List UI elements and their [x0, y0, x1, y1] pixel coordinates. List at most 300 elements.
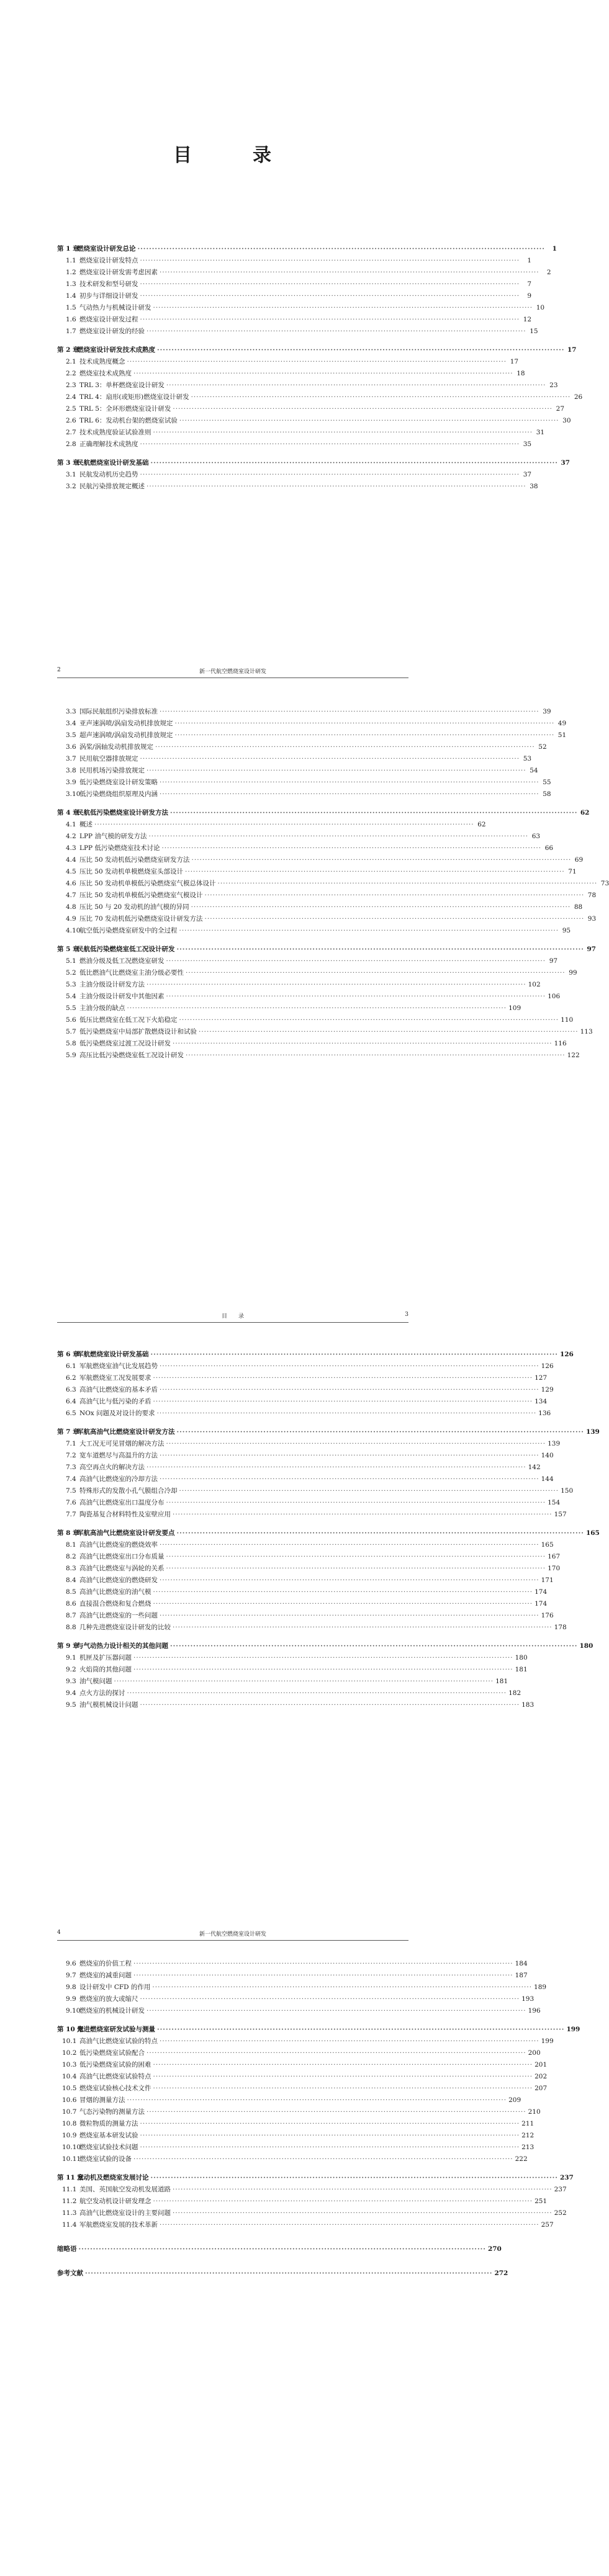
entry-number: 2.1 — [66, 358, 76, 365]
dot-leader — [157, 2024, 564, 2036]
entry-title: 低污染燃烧室设计研发策略 — [79, 779, 158, 786]
toc-section-entry[interactable] — [57, 2106, 541, 2118]
dot-leader — [147, 1462, 526, 1474]
toc-section-entry[interactable] — [57, 2130, 535, 2142]
toc-section-entry[interactable] — [57, 1563, 561, 1575]
toc-section-entry[interactable] — [57, 290, 532, 302]
toc-section-entry[interactable] — [57, 1050, 580, 1062]
toc-section-entry[interactable] — [57, 2036, 554, 2047]
entry-title: 民用机场污染排放规定 — [79, 767, 145, 774]
dot-leader — [173, 1038, 553, 1050]
toc-chapter-entry[interactable] — [57, 1527, 600, 1539]
entry-page-number: 23 — [549, 382, 558, 389]
entry-title: 民航燃烧室设计研发基础 — [77, 459, 149, 467]
toc-section-entry[interactable] — [57, 878, 609, 890]
entry-title: 低污染燃烧室中局部扩散燃烧设计和试验 — [79, 1028, 197, 1035]
entry-number: 第 8 章 — [57, 1529, 79, 1537]
toc-section-entry[interactable] — [57, 326, 538, 338]
entry-page-number: 116 — [554, 1040, 567, 1047]
entry-title: 压比 50 发动机单模燃烧室头部设计 — [79, 868, 184, 875]
toc-section-entry[interactable] — [57, 2071, 548, 2083]
entry-number: 4.5 — [66, 868, 76, 875]
toc-section-entry[interactable] — [57, 901, 583, 913]
toc-section-entry[interactable] — [57, 302, 545, 314]
entry-page-number: 150 — [561, 1487, 574, 1495]
dot-leader — [127, 356, 507, 368]
toc-section-entry[interactable] — [57, 2184, 567, 2196]
entry-title: 军航燃烧室工况发展要求 — [79, 1374, 151, 1382]
dot-leader — [177, 944, 584, 955]
toc-section-entry[interactable] — [57, 913, 597, 925]
entry-title: 高压比低污染燃烧室低工况设计研发 — [79, 1052, 184, 1059]
page-1 — [0, 0, 583, 639]
dot-leader — [179, 415, 559, 427]
entry-number: 5.5 — [66, 1004, 76, 1012]
entry-number: 10.3 — [62, 2061, 77, 2068]
toc-section-entry[interactable] — [57, 427, 545, 439]
entry-number: 2.5 — [66, 405, 76, 413]
entry-page-number: 52 — [538, 743, 547, 751]
page-4 — [0, 1905, 580, 2576]
entry-number: 7.4 — [66, 1475, 76, 1483]
toc-list — [57, 1349, 600, 1711]
toc-section-entry[interactable] — [57, 2047, 541, 2059]
dot-leader — [166, 955, 546, 967]
entry-number: 4.1 — [66, 821, 76, 828]
toc-section-entry[interactable] — [57, 730, 567, 741]
dot-leader — [166, 380, 546, 391]
entry-number: 4.10 — [66, 927, 81, 934]
entry-number: 1.5 — [66, 304, 76, 311]
entry-title: 压比 50 发动机单模低污染燃烧室气模设计 — [79, 892, 203, 899]
entry-page-number: 199 — [541, 2037, 554, 2045]
entry-number: 9.10 — [66, 2007, 81, 2015]
toc-section-entry[interactable] — [57, 1652, 528, 1664]
toc-section-entry[interactable] — [57, 1372, 548, 1384]
entry-page-number: 88 — [574, 903, 583, 911]
dot-leader — [175, 730, 555, 741]
entry-page-number: 237 — [554, 2186, 567, 2193]
dot-leader — [173, 403, 553, 415]
dot-leader — [140, 290, 520, 302]
toc-section-entry[interactable] — [57, 991, 561, 1003]
entry-page-number: 66 — [544, 844, 554, 852]
dot-leader — [94, 819, 474, 831]
entry-page-number: 140 — [541, 1452, 554, 1459]
dot-leader — [85, 2268, 492, 2279]
entry-page-number: 139 — [585, 1428, 600, 1436]
dot-leader — [151, 1349, 558, 1361]
entry-title: 陶瓷基复合材料特性及室壁应用 — [79, 1511, 171, 1518]
toc-section-entry[interactable] — [57, 1699, 535, 1711]
dot-leader — [205, 913, 585, 925]
toc-section-entry[interactable] — [57, 469, 532, 481]
toc-section-entry[interactable] — [57, 2142, 535, 2153]
entry-title: 燃烧室的减重问题 — [79, 1972, 132, 1979]
dot-leader — [114, 1676, 494, 1688]
entry-title: 主油分级设计研发中其他因素 — [79, 993, 165, 1000]
entry-title: 亚声速涡喷/涡扇发动机排放规定 — [79, 720, 173, 727]
entry-page-number: 73 — [600, 880, 609, 887]
dot-leader — [140, 2130, 520, 2142]
entry-title: 民航低污染燃烧室低工况设计研发 — [77, 946, 175, 953]
toc-section-entry[interactable] — [57, 1539, 554, 1551]
entry-page-number: 181 — [495, 1678, 508, 1685]
entry-title: 燃烧室试验技术问题 — [79, 2144, 138, 2151]
entry-number: 第 11 章 — [57, 2174, 84, 2181]
entry-title: 高油气比燃烧室的一些问题 — [79, 1612, 158, 1619]
entry-page-number: 110 — [561, 1016, 574, 1024]
entry-title: 高油气比燃烧室试验特点 — [79, 2073, 151, 2080]
entry-title: 高油气比燃烧室的燃烧研发 — [79, 1576, 158, 1584]
entry-page-number: 55 — [543, 779, 551, 786]
entry-page-number: 129 — [541, 1386, 554, 1393]
entry-number: 8.6 — [66, 1600, 76, 1608]
entry-number: 1.1 — [66, 257, 76, 264]
entry-title: 压比 50 发动机单模低污染燃烧室气模总体设计 — [79, 880, 216, 887]
entry-page-number: 257 — [541, 2221, 554, 2229]
entry-number: 3.8 — [66, 767, 76, 774]
toc-section-entry[interactable] — [57, 380, 558, 391]
entry-title: 美国、英国航空发动机发展道路 — [79, 2186, 171, 2193]
entry-page-number: 53 — [523, 755, 532, 763]
toc-section-entry[interactable] — [57, 2059, 548, 2071]
toc-section-entry[interactable] — [57, 854, 584, 866]
entry-page-number: 17 — [510, 358, 519, 365]
entry-title: 军航高油气比燃烧室设计研发要点 — [77, 1529, 175, 1537]
entry-number: 9.9 — [66, 1995, 76, 2003]
entry-page-number: 184 — [515, 1960, 528, 1967]
toc-section-entry[interactable] — [57, 439, 532, 450]
entry-page-number: 109 — [508, 1004, 521, 1012]
toc-section-entry[interactable] — [57, 890, 597, 901]
entry-number: 第 7 章 — [57, 1428, 79, 1436]
entry-number: 9.2 — [66, 1666, 76, 1673]
entry-page-number: 15 — [530, 328, 538, 335]
entry-title: 技术成熟度验证试验准则 — [79, 429, 151, 436]
entry-number: 第 9 章 — [57, 1642, 79, 1650]
entry-number: 11.1 — [62, 2186, 77, 2193]
entry-title: 军航燃烧室油气比发展趋势 — [79, 1362, 158, 1370]
toc-chapter-entry[interactable] — [57, 2268, 508, 2279]
toc-section-entry[interactable] — [57, 1014, 574, 1026]
dot-leader — [186, 1050, 566, 1062]
dot-leader — [127, 2095, 507, 2106]
entry-page-number: 134 — [535, 1398, 548, 1405]
dot-leader — [140, 255, 520, 267]
toc-section-entry[interactable] — [57, 2118, 535, 2130]
entry-number: 8.7 — [66, 1612, 76, 1619]
toc-section-entry[interactable] — [57, 1408, 551, 1420]
entry-number: 4.8 — [66, 903, 76, 911]
toc-chapter-entry[interactable] — [57, 457, 570, 469]
toc-section-entry[interactable] — [57, 1622, 567, 1634]
entry-title: 微粒物质的测量方法 — [79, 2120, 138, 2127]
entry-number: 第 3 章 — [57, 459, 79, 467]
entry-title: 机匣及扩压器问题 — [79, 1654, 132, 1661]
toc-chapter-entry[interactable] — [57, 243, 557, 255]
toc-section-entry[interactable] — [57, 1509, 567, 1521]
toc-section-entry[interactable] — [57, 1688, 521, 1699]
toc-section-entry[interactable] — [57, 955, 558, 967]
toc-section-entry[interactable] — [57, 789, 551, 800]
dot-leader — [160, 1575, 539, 1586]
toc-section-entry[interactable] — [57, 1676, 508, 1688]
entry-title: 航空低污染燃烧室研发中的全过程 — [79, 927, 178, 934]
toc-section-entry[interactable] — [57, 415, 571, 427]
entry-number: 2.2 — [66, 370, 76, 377]
entry-page-number: 113 — [580, 1028, 593, 1035]
entry-title: 初步与详细设计研发 — [79, 292, 138, 300]
toc-section-entry[interactable] — [57, 403, 565, 415]
entry-number: 3.5 — [66, 731, 76, 739]
toc-section-entry[interactable] — [57, 2207, 567, 2219]
entry-page-number: 58 — [543, 790, 551, 798]
toc-chapter-entry[interactable] — [57, 2172, 574, 2184]
toc-section-entry[interactable] — [57, 1485, 574, 1497]
toc-section-entry[interactable] — [57, 718, 567, 730]
entry-title: 民航低污染燃烧室设计研发方法 — [77, 809, 168, 816]
entry-page-number: 209 — [508, 2096, 521, 2104]
dot-leader — [179, 1014, 559, 1026]
toc-section-entry[interactable] — [57, 2005, 541, 2017]
toc-section-entry[interactable] — [57, 1497, 561, 1509]
dot-leader — [133, 368, 513, 380]
entry-page-number: 1 — [552, 245, 557, 253]
entry-number: 4.7 — [66, 892, 76, 899]
entry-title: 发动机及燃烧室发展讨论 — [77, 2174, 149, 2181]
toc-section-entry[interactable] — [57, 391, 583, 403]
toc-section-entry[interactable] — [57, 1664, 528, 1676]
entry-title: 高油气比燃烧室的基本矛盾 — [79, 1386, 158, 1393]
entry-page-number: 272 — [494, 2270, 508, 2277]
toc-section-entry[interactable] — [57, 1551, 561, 1563]
dot-leader — [140, 2142, 520, 2153]
entry-title: 高油气比燃烧室的冷却方法 — [79, 1475, 158, 1483]
entry-page-number: 237 — [559, 2174, 574, 2181]
entry-page-number: 51 — [557, 731, 567, 739]
toc-section-entry[interactable] — [57, 2219, 554, 2231]
dot-leader — [127, 1688, 507, 1699]
entry-number: 1.2 — [66, 269, 76, 276]
entry-number: 2.6 — [66, 417, 76, 424]
toc-section-entry[interactable] — [57, 481, 538, 493]
toc-section-entry[interactable] — [57, 967, 577, 979]
entry-title: 冒烟的测量方法 — [79, 2096, 125, 2104]
toc-section-entry[interactable] — [57, 831, 541, 843]
dot-leader — [160, 1384, 539, 1396]
entry-number: 5.6 — [66, 1016, 76, 1024]
dot-leader — [153, 427, 533, 439]
toc-section-entry[interactable] — [57, 368, 525, 380]
toc-title: 目 录 — [173, 145, 292, 166]
toc-section-entry[interactable] — [57, 1586, 548, 1598]
toc-section-entry[interactable] — [57, 1598, 548, 1610]
toc-section-entry[interactable] — [57, 255, 532, 267]
entry-title: 压比 50 与 20 发动机的油气模的异同 — [79, 903, 189, 911]
toc-section-entry[interactable] — [57, 1982, 547, 1993]
entry-title: 高油气比燃烧室的油气模 — [79, 1588, 151, 1596]
entry-number: 5.1 — [66, 957, 76, 965]
dot-leader — [160, 267, 539, 279]
toc-chapter-entry[interactable] — [57, 944, 596, 955]
toc-chapter-entry[interactable] — [57, 344, 577, 356]
dot-leader — [153, 1396, 533, 1408]
entry-page-number: 178 — [554, 1624, 567, 1631]
entry-number: 7.6 — [66, 1499, 76, 1506]
entry-page-number: 165 — [585, 1529, 600, 1537]
toc-section-entry[interactable] — [57, 1474, 554, 1485]
entry-title: 燃烧室设计研发技术成熟度 — [77, 346, 155, 354]
entry-number: 3.4 — [66, 720, 76, 727]
entry-page-number: 106 — [548, 993, 561, 1000]
dot-leader — [179, 925, 559, 937]
toc-section-entry[interactable] — [57, 1958, 528, 1970]
toc-section-entry[interactable] — [57, 2153, 528, 2165]
entry-number: 7.2 — [66, 1452, 76, 1459]
toc-section-entry[interactable] — [57, 2083, 548, 2095]
entry-page-number: 171 — [541, 1576, 554, 1584]
toc-section-entry[interactable] — [57, 819, 486, 831]
dot-leader — [160, 1539, 539, 1551]
entry-title: 高油气比燃烧室设计的主要问题 — [79, 2209, 171, 2217]
entry-number: 5.4 — [66, 993, 76, 1000]
dot-leader — [166, 1438, 546, 1450]
toc-chapter-entry[interactable] — [57, 2243, 502, 2255]
entry-number: 7.3 — [66, 1464, 76, 1471]
dot-leader — [160, 2219, 539, 2231]
toc-section-entry[interactable] — [57, 1438, 561, 1450]
dot-leader — [160, 777, 539, 789]
dot-leader — [147, 326, 526, 338]
entry-page-number: 142 — [528, 1464, 541, 1471]
toc-chapter-entry[interactable] — [57, 1349, 574, 1361]
entry-title: 高油气比与低污染的矛盾 — [79, 1398, 151, 1405]
toc-section-entry[interactable] — [57, 1003, 521, 1014]
entry-page-number: 7 — [527, 280, 532, 288]
entry-page-number: 183 — [521, 1701, 535, 1709]
toc-section-entry[interactable] — [57, 1993, 535, 2005]
entry-title: 高油气比燃烧室出口温度分布 — [79, 1499, 165, 1506]
toc-section-entry[interactable] — [57, 279, 532, 290]
entry-title: 低污染燃烧室试验配合 — [79, 2049, 145, 2057]
toc-section-entry[interactable] — [57, 925, 571, 937]
toc-chapter-entry[interactable] — [57, 1426, 600, 1438]
entry-page-number: 174 — [535, 1588, 548, 1596]
entry-number: 10.6 — [62, 2096, 77, 2104]
entry-number: 7.1 — [66, 1440, 76, 1447]
dot-leader — [199, 1026, 579, 1038]
entry-number: 1.3 — [66, 280, 76, 288]
toc-section-entry[interactable] — [57, 706, 551, 718]
dot-leader — [166, 991, 546, 1003]
entry-page-number: 154 — [548, 1499, 561, 1506]
entry-page-number: 99 — [569, 969, 577, 977]
dot-leader — [157, 344, 564, 356]
entry-title: 高油气比燃烧室与涡轮的关系 — [79, 1565, 165, 1572]
toc-section-entry[interactable] — [57, 1361, 554, 1372]
entry-page-number: 189 — [534, 1983, 547, 1991]
dot-leader — [205, 890, 585, 901]
toc-section-entry[interactable] — [57, 765, 538, 777]
toc-section-entry[interactable] — [57, 866, 577, 878]
entry-title: 高空再点火的解决方法 — [79, 1464, 145, 1471]
toc-section-entry[interactable] — [57, 1610, 554, 1622]
toc-section-entry[interactable] — [57, 2095, 521, 2106]
toc-section-entry[interactable] — [57, 979, 541, 991]
entry-page-number: 210 — [528, 2108, 541, 2116]
entry-title: 气态污染物的测量方法 — [79, 2108, 145, 2116]
toc-chapter-entry[interactable] — [57, 807, 590, 819]
dot-leader — [140, 314, 520, 326]
entry-title: TRL 3：单杯燃烧室设计研发 — [79, 382, 165, 389]
toc-section-entry[interactable] — [57, 314, 532, 326]
toc-section-entry[interactable] — [57, 267, 551, 279]
entry-number: 6.2 — [66, 1374, 76, 1382]
entry-page-number: 62 — [477, 821, 486, 828]
toc-chapter-entry[interactable] — [57, 1640, 593, 1652]
entry-number: 9.3 — [66, 1678, 76, 1685]
entry-number: 8.4 — [66, 1576, 76, 1584]
entry-title: TRL 5：全环形燃烧室设计研发 — [79, 405, 171, 413]
dot-leader — [166, 1563, 546, 1575]
toc-section-entry[interactable] — [57, 741, 547, 753]
toc-section-entry[interactable] — [57, 1450, 554, 1462]
dot-leader — [140, 1699, 520, 1711]
entry-number: 10.8 — [62, 2120, 77, 2127]
entry-number: 6.3 — [66, 1386, 76, 1393]
toc-section-entry[interactable] — [57, 753, 532, 765]
toc-section-entry[interactable] — [57, 1396, 548, 1408]
toc-section-entry[interactable] — [57, 843, 554, 854]
entry-title: 燃烧室设计研发的经验 — [79, 328, 145, 335]
toc-section-entry[interactable] — [57, 777, 551, 789]
entry-title: 燃烧室技术成熟度 — [79, 370, 132, 377]
entry-number: 10.10 — [62, 2144, 81, 2151]
entry-page-number: 54 — [530, 767, 538, 774]
dot-leader — [191, 391, 571, 403]
toc-section-entry[interactable] — [57, 2196, 548, 2207]
entry-number: 9.6 — [66, 1960, 76, 1967]
entry-number: 11.2 — [62, 2198, 77, 2205]
entry-number: 10.1 — [62, 2037, 77, 2045]
entry-title: 燃烧室的价值工程 — [79, 1960, 132, 1967]
entry-page-number: 37 — [561, 459, 570, 467]
toc-section-entry[interactable] — [57, 1970, 528, 1982]
toc-section-entry[interactable] — [57, 1038, 567, 1050]
entry-title: 燃烧室试验核心技术文件 — [79, 2085, 151, 2092]
entry-page-number: 18 — [517, 370, 525, 377]
toc-section-entry[interactable] — [57, 356, 519, 368]
dot-leader — [177, 1426, 584, 1438]
dot-leader — [170, 1640, 577, 1652]
entry-title: 燃油分级及低工况燃烧室研发 — [79, 957, 165, 965]
entry-page-number: 181 — [515, 1666, 528, 1673]
entry-number: 9.4 — [66, 1689, 76, 1697]
entry-page-number: 62 — [580, 809, 590, 816]
dot-leader — [153, 2083, 533, 2095]
entry-number: 10.2 — [62, 2049, 77, 2057]
dot-leader — [140, 753, 520, 765]
toc-section-entry[interactable] — [57, 1026, 593, 1038]
toc-section-entry[interactable] — [57, 1462, 541, 1474]
entry-page-number: 126 — [541, 1362, 554, 1370]
toc-chapter-entry[interactable] — [57, 2024, 580, 2036]
entry-title: LPP 低污染燃烧室技术讨论 — [79, 844, 160, 852]
entry-page-number: 127 — [535, 1374, 548, 1382]
toc-section-entry[interactable] — [57, 1384, 554, 1396]
toc-section-entry[interactable] — [57, 1575, 554, 1586]
